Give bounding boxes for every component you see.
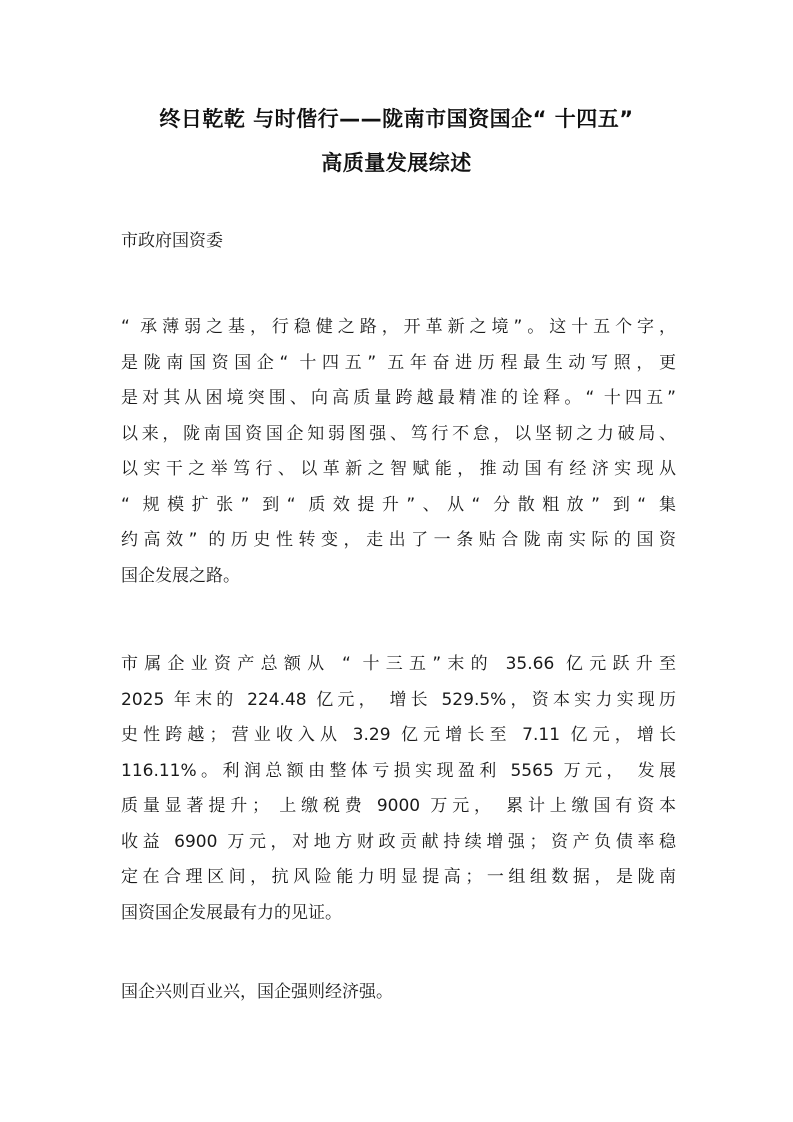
text-line: 国企兴则百业兴，国企强则经济强。 [121,982,393,1002]
text-line: “ 承薄弱之基，行稳健之路，开革新之境”。这十五个字， [121,317,676,337]
text-line: 市属企业资产总额从 “ 十三五”末的 35.66 亿元跃升至 [121,654,676,674]
document-title [100,97,693,185]
text-line: 是对其从困境突围、向高质量跨越最精准的诠释。“ 十四五” [121,388,676,408]
text-line: 国资国企发展最有力的见证。 [121,902,342,923]
author-line: 市政府国资委 [121,231,223,251]
text-line: 以来，陇南国资国企知弱图强、笃行不怠，以坚韧之力破局、 [121,423,676,444]
text-line: 以实干之举笃行、以革新之智赋能，推动国有经济实现从 [121,459,676,479]
text-line: “ 规模扩张” 到“ 质效提升”、从“ 分散粗放” 到“ 集 [121,494,676,515]
text-line: 定在合理区间，抗风险能力明显提高；一组组数据，是陇南 [121,867,676,887]
text-line: 质量显著提升； 上缴税费 9000 万元， 累计上缴国有资本 [121,796,676,816]
text-line: 国企发展之路。 [121,565,240,586]
text-line: 是陇南国资国企“ 十四五” 五年奋进历程最生动写照，更 [121,352,676,373]
paragraph-closing [121,975,676,1011]
text-line: 史性跨越；营业收入从 3.29 亿元增长至 7.11 亿元，增长 [121,725,676,745]
text-line: 2025 年末的 224.48 亿元， 增长 529.5%，资本实力实现历 [121,689,676,710]
text-line: 收益 6900 万元，对地方财政贡献持续增强；资产负债率稳 [121,831,676,852]
paragraph-intro [121,310,676,594]
paragraph-statistics [121,647,676,931]
title-line-2: 高质量发展综述 [321,151,472,175]
text-line: 116.11%。利润总额由整体亏损实现盈利 5565 万元， 发展 [121,760,676,781]
text-line: 约高效” 的历史性转变，走出了一条贴合陇南实际的国资 [121,530,676,550]
title-line-1: 终日乾乾 与时偕行——陇南市国资国企“ 十四五” [159,107,634,131]
